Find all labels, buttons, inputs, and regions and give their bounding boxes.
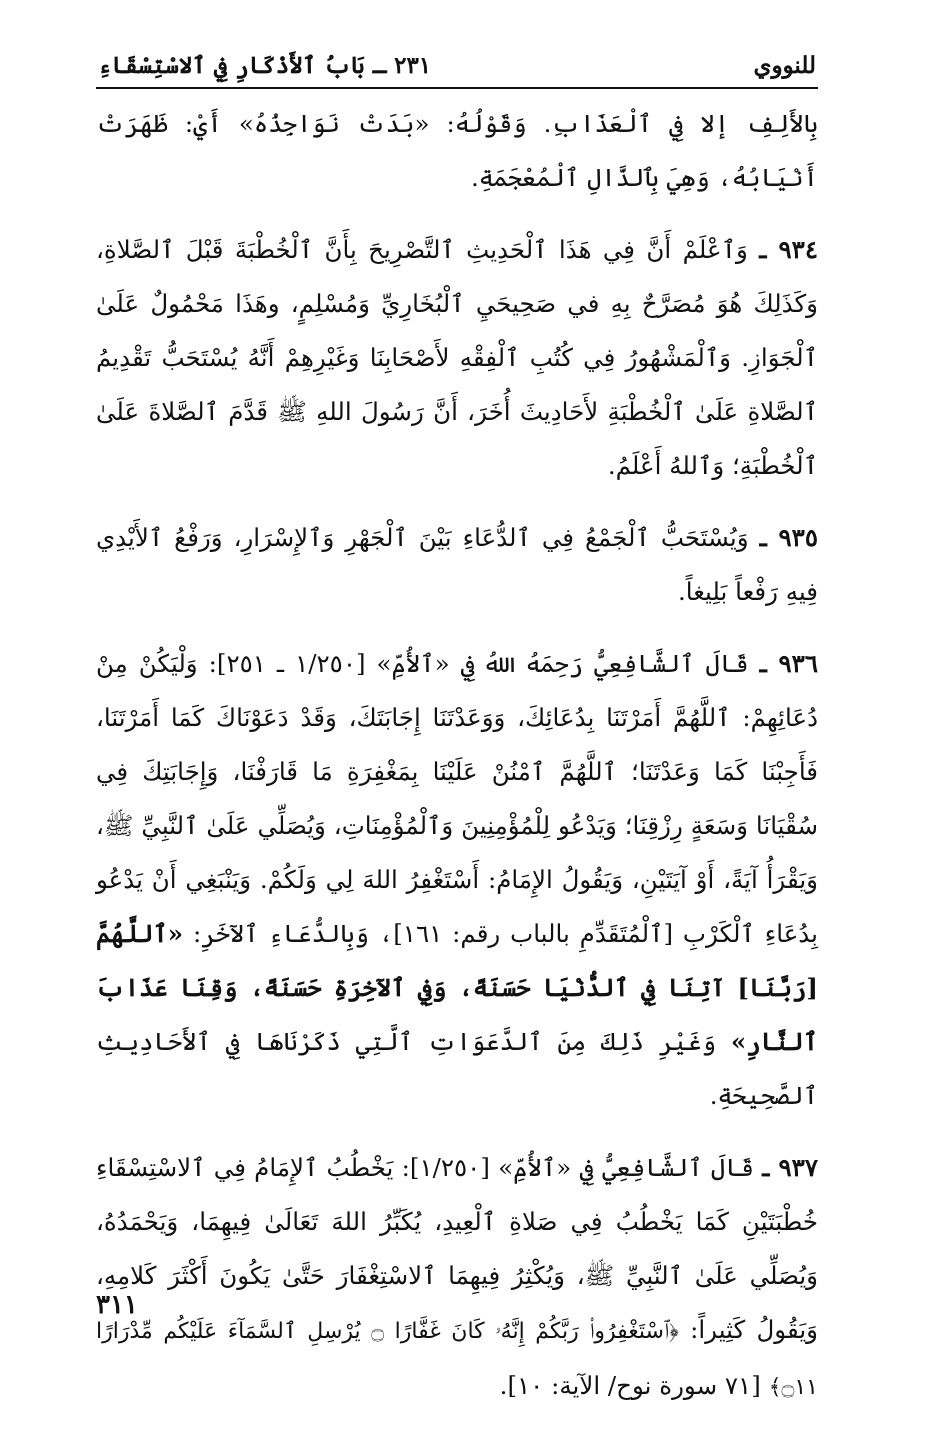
verse-reference: [٧١ سورة نوح/ الآية: ١٠]. (499, 1371, 761, 1400)
paragraph-937 (96, 1141, 818, 1415)
paragraph-text: وَٱعْلَمْ أَنَّ فِي هَذَا ٱلْحَدِيثِ ٱلتَّصْرِيحَ بِأَنَّ ٱلْخُطْبَةَ قَبْلَ ٱلصَّلاةِ، وَكَذَلِكَ هُوَ مُصَرَّحٌ بِهِ في صَحِيحَيِ ٱلْبُخَارِيِّ وَمُسْلِمٍ، وهَذَا مَحْمُولٌ عَلَىٰ ٱلْجَوَازِ. وَٱلْمَشْهُورُ فِي كُتُبِ ٱلْفِقْهِ لأَصْحَابِنَا وَغَيْرِهِمْ أَنَّهُ يُسْتَحَبُّ تَقْدِيمُ ٱلصَّلاةِ عَلَىٰ ٱلْخُطْبَةِ لأَحَادِيثَ أُخَرَ، أَنَّ رَسُولَ اللهِ ﷺ قَدَّمَ ٱلصَّلاةَ عَلَىٰ ٱلْخُطْبَةِ؛ وَٱللهُ أَعْلَمُ. (96, 235, 818, 480)
quran-verse: ﴿ٱسْتَغْفِرُوا۟ رَبَّكُمْ إِنَّهُۥ كَانَ غَفَّارًا ۝ يُرْسِلِ ٱلسَّمَآءَ عَلَيْكُم مِّدْرَارًا ۝١١﴾ (96, 1319, 818, 1400)
paragraph-number: ٩٣٤ ـ (759, 235, 818, 264)
paragraph-text: قَالَ ٱلشَّافِعِيُّ رَحِمَهُ اللهُ فِي «ٱلأُمِّ» [١/٢٥٠ ـ ٢٥١]: وَلْيَكُنْ مِنْ دُعَائِهِمْ: ٱللَّهُمَّ أَمَرْتَنَا بِدُعَائِكَ، وَوَعَدْتَنَا إِجَابَتَكَ، وَقَدْ دَعَوْنَاكَ كَمَا أَمَرْتَنَا، فَأَجِبْنَا كَمَا وَعَدْتَنَا؛ ٱللَّهُمَّ ٱمْنُنْ عَلَيْنَا بِمَغْفِرَةِ مَا قَارَفْنَا، وَإِجَابَتِكَ فِي سُقْيَانَا وَسَعَةٍ رِزْقِنَا؛ وَيَدْعُو لِلْمُؤْمِنِينَ وَٱلْمُؤْمِنَاتِ، وَيُصَلِّي عَلَىٰ ٱلنَّبِيِّ ﷺ، وَيَقْرَأُ آيَةً، أَوْ آيَتَيْنِ، وَيَقُولُ الإِمَامُ: أَسْتَغْفِرُ اللهَ لِي وَلَكُمْ. وَيَنْبَغِي أَنْ يَدْعُو بِدُعَاءِ ٱلْكَرْبِ [ٱلْمُتَقَدِّمِ بالباب رقم: ١٦١]، وَبِالدُّعَاءِ ٱلآخَرِ: (96, 649, 818, 948)
paragraph-continuation (96, 97, 818, 205)
paragraph-text-end: وَغَيْرِ ذَلِكَ مِنَ ٱلدَّعَوَاتِ ٱلَّتِي ذَكَرْنَاهَا فِي ٱلأَحَادِيثِ ٱلصَّحِيحَةِ. (96, 1027, 818, 1110)
paragraph-934 (96, 223, 818, 493)
paragraph-number: ٩٣٥ ـ (759, 523, 818, 552)
document-page (96, 52, 818, 1433)
page-number: ٣١١ (96, 1290, 138, 1320)
paragraph-number: ٩٣٧ ـ (762, 1153, 818, 1182)
book-title: للنووي (753, 52, 816, 79)
header-divider (96, 87, 818, 89)
paragraph-number: ٩٣٦ ـ (759, 649, 818, 678)
paragraph-text: وَيُسْتَحَبُّ ٱلْجَمْعُ فِي ٱلدُّعَاءِ بَيْنَ ٱلْجَهْرِ وَٱلإِسْرَارِ، وَرَفْعُ ٱلأَيْدِي فِيهِ رَفْعاً بَلِيغاً. (96, 523, 818, 606)
paragraph-text: قَالَ ٱلشَّافِعِيُّ فِي «ٱلأُمِّ» [١/٢٥٠]: يَخْطُبُ ٱلإِمَامُ فِي ٱلاسْتِسْقَاءِ خُطْبَتَيْنِ كَمَا يَخْطُبُ فِي صَلاةِ ٱلْعِيدِ، يُكَبِّرُ اللهَ تَعَالَىٰ فِيهِمَا، وَيَحْمَدُهُ، وَيُصَلِّي عَلَىٰ ٱلنَّبِيِّ ﷺ، وَيُكْثِرُ فِيهِمَا ٱلاسْتِغْفَارَ حَتَّىٰ يَكُونَ أَكْثَرَ كَلامِهِ، وَيَقُولُ كَثِيراً: (96, 1153, 819, 1344)
paragraph-936 (96, 637, 818, 1123)
paragraph-text: بِالأَلِفِ إلا فِي ٱلْعَذَابِ. وَقَوْلُهُ: «بَدَتْ نَوَاجِذُهُ» أَيْ: ظَهَرَتْ أَنْيَابُهُ، وَهِيَ بِٱلذَّالِ ٱلْمُعْجَمَةِ. (96, 109, 818, 192)
dua-bold-text: «ٱللَّهُمَّ [رَبَّنَا] آتِنَا فِي ٱلدُّنْيَا حَسَنَةً، وَفِي ٱلآخِرَةِ حَسَنَةً، وَقِنَا عَذَابَ ٱلنَّارِ» (96, 919, 818, 1056)
paragraph-935 (96, 511, 818, 619)
chapter-title: ٢٣١ ـ بَابُ ٱلأَذْكَارِ فِي ٱلاسْتِسْقَاءِ (98, 52, 432, 79)
running-header (96, 52, 818, 87)
body-text (96, 97, 818, 1415)
